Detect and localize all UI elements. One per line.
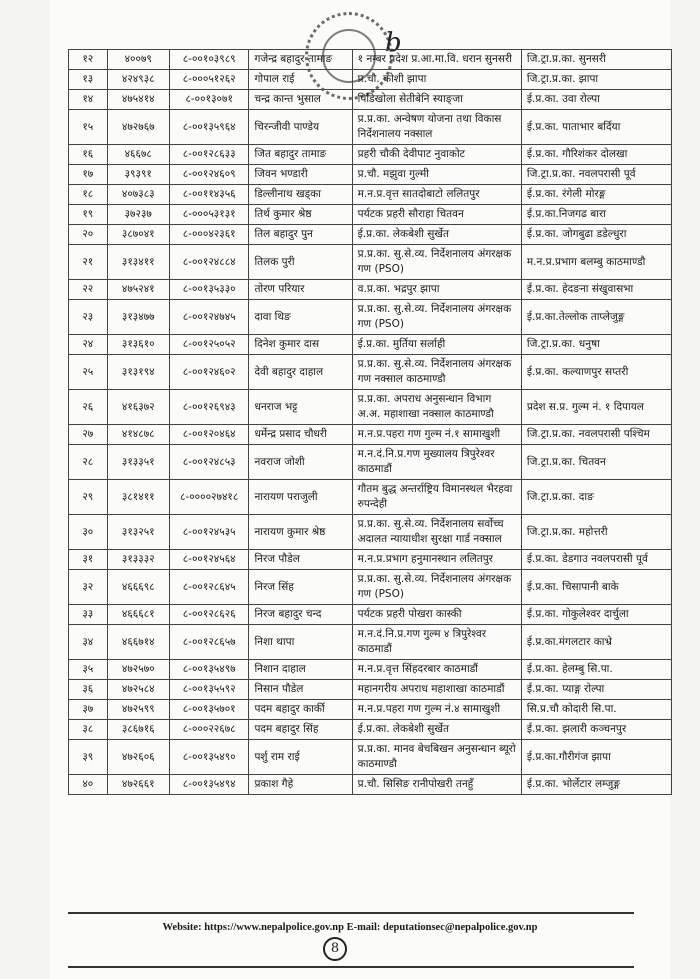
name-cell: जिवन भण्डारी: [249, 165, 352, 185]
signature-top: b: [385, 28, 402, 58]
name-cell: तिल बहादुर पुन: [249, 225, 352, 245]
transfer-office-cell: जि.ट्रा.प्र.का. दाङ: [521, 480, 671, 515]
id-number-cell: ८-००१२०४६४: [169, 425, 249, 445]
serial-number-cell: ३०: [69, 515, 108, 550]
transfer-office-cell: जि.ट्रा.प्र.का. झापा: [521, 70, 671, 90]
current-office-cell: ई.प्र.का. लेकबेशी सुर्खेत: [352, 225, 521, 245]
serial-number-cell: १२: [69, 50, 108, 70]
employee-number-cell: ४७२५७०: [107, 660, 169, 680]
employee-number-cell: ३७२३७: [107, 205, 169, 225]
id-number-cell: ८-००१३५५९२: [169, 680, 249, 700]
serial-number-cell: १३: [69, 70, 108, 90]
name-cell: डिल्लीनाथ खड्का: [249, 185, 352, 205]
current-office-cell: प्र.चौ. सिसिङ रानीपोखरी तनहुँ: [352, 775, 521, 795]
name-cell: तिलक पुरी: [249, 245, 352, 280]
current-office-cell: प्र.चौ. मझुवा गुल्मी: [352, 165, 521, 185]
transfer-office-cell: जि.ट्रा.प्र.का. चितवन: [521, 445, 671, 480]
transfer-office-cell: ई.प्र.का. जोगबुढा डडेल्धुरा: [521, 225, 671, 245]
serial-number-cell: १८: [69, 185, 108, 205]
id-number-cell: ८-००००२७४१८: [169, 480, 249, 515]
table-row: [69, 700, 672, 720]
name-cell: नवराज जोशी: [249, 445, 352, 480]
serial-number-cell: ३२: [69, 570, 108, 605]
id-number-cell: ८-००१३५७०१: [169, 700, 249, 720]
id-number-cell: ८-००१२६९४३: [169, 390, 249, 425]
table-row: [69, 70, 672, 90]
serial-number-cell: ३८: [69, 720, 108, 740]
name-cell: निरज पौडेल: [249, 550, 352, 570]
current-office-cell: म.न.प्र.वृत्त सिंहदरबार काठमाडौं: [352, 660, 521, 680]
id-number-cell: ८-००१३५४९४: [169, 775, 249, 795]
table-row: [69, 740, 672, 775]
transfer-office-cell: ई.प्र.का.गौरीगंज झापा: [521, 740, 671, 775]
id-number-cell: ८-००१३५४९७: [169, 660, 249, 680]
name-cell: गजेन्द्र बहादुर तामाङ: [249, 50, 352, 70]
serial-number-cell: ३१: [69, 550, 108, 570]
employee-number-cell: ४६६७८: [107, 145, 169, 165]
table-row: [69, 390, 672, 425]
serial-number-cell: २३: [69, 300, 108, 335]
serial-number-cell: १४: [69, 90, 108, 110]
transfer-office-cell: ई.प्र.का. उवा रोल्पा: [521, 90, 671, 110]
current-office-cell: प्र.प्र.का. सु.से.व्य. निर्देशनालय अंगरक्षक गण (PSO): [352, 245, 521, 280]
transfer-office-cell: ई.प्र.का. डेडगाउ नवलपरासी पूर्व: [521, 550, 671, 570]
current-office-cell: पर्यटक प्रहरी पोखरा कास्की: [352, 605, 521, 625]
name-cell: चन्द्र कान्त भुसाल: [249, 90, 352, 110]
current-office-cell: ई.प्र.का. लेकबेशी सुर्खेत: [352, 720, 521, 740]
id-number-cell: ८-००१२८६४५: [169, 570, 249, 605]
name-cell: नारायण कुमार श्रेष्ठ: [249, 515, 352, 550]
transfer-office-cell: सि.प्र.चौ कोदारी सि.पा.: [521, 700, 671, 720]
employee-number-cell: ४२४९३८: [107, 70, 169, 90]
employee-number-cell: ३९३९१: [107, 165, 169, 185]
table-row: [69, 245, 672, 280]
table-row: [69, 110, 672, 145]
current-office-cell: ई.प्र.का. मुर्तिया सर्लाही: [352, 335, 521, 355]
table-row: [69, 280, 672, 300]
employee-number-cell: ३१३१९४: [107, 355, 169, 390]
employee-number-cell: ४०७३८३: [107, 185, 169, 205]
current-office-cell: म.न.दं.नि.प्र.गण मुख्यालय त्रिपुरेश्वर काठमाडौं: [352, 445, 521, 480]
current-office-cell: १ नम्बर प्रदेश प्र.आ.मा.वि. धरान सुनसरी: [352, 50, 521, 70]
employee-number-cell: ३८७०४१: [107, 225, 169, 245]
footer-rule-top: [68, 912, 634, 914]
serial-number-cell: १९: [69, 205, 108, 225]
name-cell: चिरन्जीवी पाण्डेय: [249, 110, 352, 145]
current-office-cell: प्र.प्र.का. अन्वेषण योजना तथा विकास निर्देशनालय नक्साल: [352, 110, 521, 145]
id-number-cell: ८-००१३०७१: [169, 90, 249, 110]
current-office-cell: व.प्र.का. भद्रपुर झापा: [352, 280, 521, 300]
transfer-office-cell: ई.प्र.का. भोर्लेटार लम्जुङ्ग: [521, 775, 671, 795]
id-number-cell: ८-००१२८६५७: [169, 625, 249, 660]
name-cell: धर्मेन्द्र प्रसाद चौधरी: [249, 425, 352, 445]
name-cell: दिनेश कुमार दास: [249, 335, 352, 355]
name-cell: जित बहादुर तामाङ: [249, 145, 352, 165]
serial-number-cell: २८: [69, 445, 108, 480]
transfer-office-cell: ई.प्र.का. रंगेली मोरङ्ग: [521, 185, 671, 205]
transfer-office-cell: ई.प्र.का.तेल्लोक ताप्लेजुङ्ग: [521, 300, 671, 335]
transfer-office-cell: जि.ट्रा.प्र.का. नवलपरासी पश्चिम: [521, 425, 671, 445]
table-row: [69, 90, 672, 110]
serial-number-cell: २०: [69, 225, 108, 245]
employee-number-cell: ४६६६९८: [107, 570, 169, 605]
id-number-cell: ८-०००५३१३१: [169, 205, 249, 225]
name-cell: निशा थापा: [249, 625, 352, 660]
transfer-office-cell: जि.ट्रा.प्र.का. सुनसरी: [521, 50, 671, 70]
employee-number-cell: ४७२६०६: [107, 740, 169, 775]
serial-number-cell: २२: [69, 280, 108, 300]
employee-number-cell: ३१३४११: [107, 245, 169, 280]
serial-number-cell: ४०: [69, 775, 108, 795]
footer-rule-bottom: [68, 966, 634, 968]
current-office-cell: म.न.प्र.पहरा गण गुल्म नं.४ सामाखुशी: [352, 700, 521, 720]
employee-number-cell: ४१४८७८: [107, 425, 169, 445]
id-number-cell: ८-००१२४८८४: [169, 245, 249, 280]
employee-number-cell: ३१३३५१: [107, 445, 169, 480]
current-office-cell: म.न.दं.नि.प्र.गण गुल्म ४ त्रिपुरेश्वर काठमाडौं: [352, 625, 521, 660]
name-cell: तोरण परियार: [249, 280, 352, 300]
table-row: [69, 480, 672, 515]
name-cell: देवी बहादुर दाहाल: [249, 355, 352, 390]
employee-number-cell: ३८१४११: [107, 480, 169, 515]
id-number-cell: ८-०००५१२६२: [169, 70, 249, 90]
current-office-cell: प्र.प्र.का. सु.से.व्य. निर्देशनालय सर्वोच्च अदालत न्यायाधीश सुरक्षा गार्ड नक्साल: [352, 515, 521, 550]
table-row: [69, 165, 672, 185]
employee-number-cell: ३८६७१६: [107, 720, 169, 740]
employee-number-cell: ४००७९: [107, 50, 169, 70]
table-row: [69, 185, 672, 205]
employee-number-cell: ३१३३३२: [107, 550, 169, 570]
employee-number-cell: ४७५२४१: [107, 280, 169, 300]
name-cell: पदम बहादुर कार्की: [249, 700, 352, 720]
employee-number-cell: ४६६७१४: [107, 625, 169, 660]
serial-number-cell: ३७: [69, 700, 108, 720]
serial-number-cell: २९: [69, 480, 108, 515]
id-number-cell: ८-००१२४६०२: [169, 355, 249, 390]
table-row: [69, 335, 672, 355]
serial-number-cell: १६: [69, 145, 108, 165]
transfer-office-cell: जि.ट्रा.प्र.का. नवलपरासी पूर्व: [521, 165, 671, 185]
id-number-cell: ८-००१२४५३५: [169, 515, 249, 550]
table-row: [69, 660, 672, 680]
transfer-office-cell: ई.प्र.का. कल्याणपुर सप्तरी: [521, 355, 671, 390]
table-row: [69, 605, 672, 625]
table-row: [69, 550, 672, 570]
current-office-cell: म.न.प्र.पहरा गण गुल्म नं.१ सामाखुशी: [352, 425, 521, 445]
name-cell: निशान दाहाल: [249, 660, 352, 680]
table-row: [69, 625, 672, 660]
transfer-office-cell: ई.प्र.का. गोकुलेश्वर दार्चुला: [521, 605, 671, 625]
transfer-office-cell: जि.ट्रा.प्र.का. महोत्तरी: [521, 515, 671, 550]
current-office-cell: प्र.प्र.का. सु.से.व्य. निर्देशनालय अंगरक्षक गण (PSO): [352, 300, 521, 335]
employee-number-cell: ३१३६१०: [107, 335, 169, 355]
table-row: [69, 515, 672, 550]
serial-number-cell: ३६: [69, 680, 108, 700]
table-row: [69, 145, 672, 165]
current-office-cell: पर्यटक प्रहरी सौराहा चितवन: [352, 205, 521, 225]
name-cell: गोपाल राई: [249, 70, 352, 90]
employee-number-cell: ४७२६६१: [107, 775, 169, 795]
name-cell: निरज सिंह: [249, 570, 352, 605]
transfer-office-cell: ई.प्र.का. झलारी कञ्चनपुर: [521, 720, 671, 740]
current-office-cell: प्र.प्र.का. सु.से.व्य. निर्देशनालय अंगरक्षक गण नक्साल काठमाण्डौ: [352, 355, 521, 390]
employee-number-cell: ४७२७६७: [107, 110, 169, 145]
table-row: [69, 720, 672, 740]
table-row: [69, 355, 672, 390]
employee-number-cell: ४७५४१४: [107, 90, 169, 110]
employee-number-cell: ४१६३७२: [107, 390, 169, 425]
serial-number-cell: २७: [69, 425, 108, 445]
name-cell: पदम बहादुर सिंह: [249, 720, 352, 740]
serial-number-cell: २१: [69, 245, 108, 280]
table-row: [69, 425, 672, 445]
id-number-cell: ८-००११४३५६: [169, 185, 249, 205]
name-cell: पर्शु राम राई: [249, 740, 352, 775]
transfer-office-cell: ई.प्र.का. पाताभार बर्दिया: [521, 110, 671, 145]
name-cell: दावा थिङ: [249, 300, 352, 335]
name-cell: प्रकाश गैहे: [249, 775, 352, 795]
id-number-cell: ८-०००४२३६१: [169, 225, 249, 245]
id-number-cell: ८-००१२४६०९: [169, 165, 249, 185]
table-row: [69, 205, 672, 225]
transfer-office-cell: ई.प्र.का.मंगलटार काभ्रे: [521, 625, 671, 660]
current-office-cell: प्र.प्र.का. अपराध अनुसन्धान विभाग अ.अ. महाशाखा नक्साल काठमाण्डौ: [352, 390, 521, 425]
serial-number-cell: २५: [69, 355, 108, 390]
current-office-cell: म.न.प्र.वृत्त सातदोबाटो ललितपुर: [352, 185, 521, 205]
transfer-office-cell: जि.ट्रा.प्र.का. धनुषा: [521, 335, 671, 355]
name-cell: निसान पौडेल: [249, 680, 352, 700]
footer-contact: Website: https://www.nepalpolice.gov.np E-mail: deputationsec@nepalpolice.gov.np: [162, 922, 538, 933]
serial-number-cell: १५: [69, 110, 108, 145]
id-number-cell: ८-००१३५९६४: [169, 110, 249, 145]
employee-number-cell: ३१३२५१: [107, 515, 169, 550]
current-office-cell: प्र.प्र.का. सु.से.व्य. निर्देशनालय अंगरक्षक गण (PSO): [352, 570, 521, 605]
current-office-cell: प्र.प्र.का. मानव बेचबिखन अनुसन्धान ब्यूरो काठमाण्डौ: [352, 740, 521, 775]
id-number-cell: ८-००१२४७४५: [169, 300, 249, 335]
id-number-cell: ८-००१२५०५२: [169, 335, 249, 355]
current-office-cell: महानगरीय अपराध महाशाखा काठमाडौं: [352, 680, 521, 700]
table-row: [69, 775, 672, 795]
transfer-office-cell: ई.प्र.का. गौरिशंकर दोलखा: [521, 145, 671, 165]
name-cell: निरज बहादुर चन्द: [249, 605, 352, 625]
table-row: [69, 50, 672, 70]
transfer-office-cell: म.न.प्र.प्रभाग बलम्बु काठमाण्डौ: [521, 245, 671, 280]
employee-number-cell: ४७२५८४: [107, 680, 169, 700]
employee-number-cell: ४७२५९९: [107, 700, 169, 720]
serial-number-cell: २४: [69, 335, 108, 355]
serial-number-cell: २६: [69, 390, 108, 425]
employee-number-cell: ४६६६८१: [107, 605, 169, 625]
id-number-cell: ८-००१२८६३३: [169, 145, 249, 165]
transfer-office-cell: ई.प्र.का. हेदङना संखुवासभा: [521, 280, 671, 300]
current-office-cell: म.न.प्र.प्रभाग हनुमानस्थान ललितपुर: [352, 550, 521, 570]
current-office-cell: गौतम बुद्ध अन्तर्राष्ट्रिय विमानस्थल भैरहवा रुपन्देही: [352, 480, 521, 515]
table-row: [69, 225, 672, 245]
transfer-office-cell: ई.प्र.का. प्याङ्ग रोल्पा: [521, 680, 671, 700]
transfer-office-cell: ई.प्र.का.निजगढ बारा: [521, 205, 671, 225]
employee-number-cell: ३१३४७७: [107, 300, 169, 335]
transfer-office-cell: ई.प्र.का. चिसापानी बाके: [521, 570, 671, 605]
signature-bottom: 8: [323, 937, 347, 961]
transfer-table: [68, 49, 672, 795]
table-row: [69, 570, 672, 605]
current-office-cell: प्रहरी चौकी देवीपाट नुवाकोट: [352, 145, 521, 165]
id-number-cell: ८-००१२४८५३: [169, 445, 249, 480]
transfer-office-cell: ई.प्र.का. हेलम्बु सि.पा.: [521, 660, 671, 680]
serial-number-cell: ३४: [69, 625, 108, 660]
id-number-cell: ८-००१३५४९०: [169, 740, 249, 775]
table-row: [69, 445, 672, 480]
serial-number-cell: १७: [69, 165, 108, 185]
table-row: [69, 680, 672, 700]
table-row: [69, 300, 672, 335]
id-number-cell: ८-००१२८६२६: [169, 605, 249, 625]
name-cell: नारायण पराजुली: [249, 480, 352, 515]
name-cell: तिर्थ कुमार श्रेष्ठ: [249, 205, 352, 225]
id-number-cell: ८-००१०३९८९: [169, 50, 249, 70]
id-number-cell: ८-००१३५३३०: [169, 280, 249, 300]
id-number-cell: ८-००१२४५६४: [169, 550, 249, 570]
current-office-cell: पिडिखोला सेतीबेनि स्याङ्जा: [352, 90, 521, 110]
serial-number-cell: ३५: [69, 660, 108, 680]
id-number-cell: ८-०००२२६७८: [169, 720, 249, 740]
name-cell: धनराज भट्ट: [249, 390, 352, 425]
transfer-office-cell: प्रदेश स.प्र. गुल्म नं. १ दिपायल: [521, 390, 671, 425]
current-office-cell: प्र.चौ. कोशी झापा: [352, 70, 521, 90]
serial-number-cell: ३९: [69, 740, 108, 775]
serial-number-cell: ३३: [69, 605, 108, 625]
